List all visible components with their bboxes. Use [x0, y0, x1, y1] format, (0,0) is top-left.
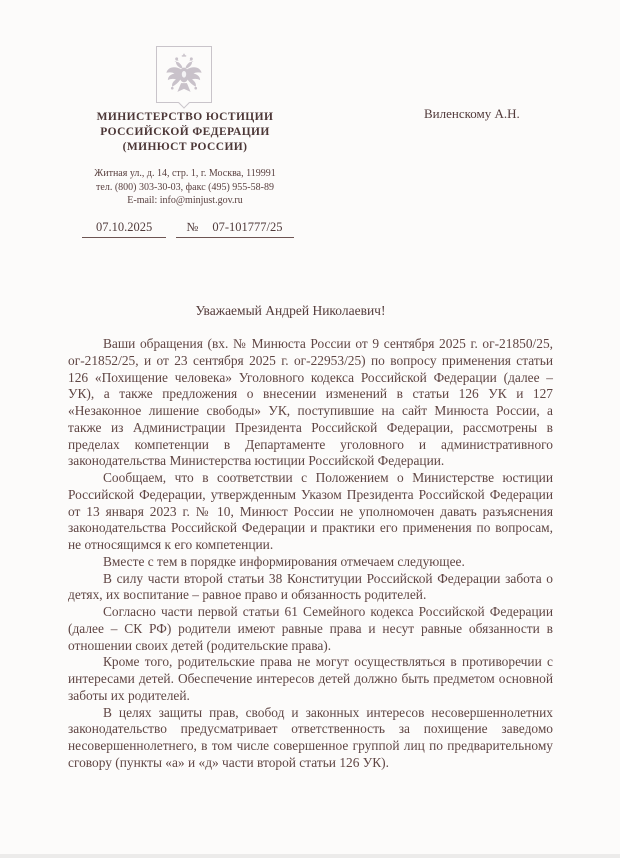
- number-sign: №: [186, 220, 199, 234]
- ministry-address: [40, 167, 330, 208]
- salutation: Уважаемый Андрей Николаевич!: [195, 303, 386, 318]
- ministry-name: [40, 110, 330, 155]
- date-number-row: [82, 220, 294, 238]
- letter-paragraph: Согласно части первой статьи 61 Семейного кодекса Российской Федерации (далее – СК РФ) родители имеют равные права и несут равные обязанности в отношении своих детей (родительские права).: [68, 604, 553, 653]
- frame-notch: [178, 97, 189, 108]
- double-headed-eagle-icon: [162, 52, 206, 98]
- recipient-name: Виленскому А.Н.: [424, 106, 520, 121]
- letter-number-group: [176, 220, 294, 238]
- scan-edge: [0, 854, 620, 858]
- ministry-name-line: РОССИЙСКОЙ ФЕДЕРАЦИИ: [100, 126, 270, 138]
- ministry-name-line: МИНИСТЕРСТВО ЮСТИЦИИ: [96, 111, 274, 123]
- letter-paragraph: В целях защиты прав, свобод и законных интересов несовершеннолетних законодательство предусматривает ответственность за похищение заведомо несовершеннолетнего, в том числе совершенное группой лиц по предварительному сговору (пункты «а» и «д» части второй статьи 126 УК).: [68, 704, 553, 770]
- address-line: Житная ул., д. 14, стр. 1, г. Москва, 119991: [94, 168, 276, 179]
- letter-paragraph: Сообщаем, что в соответствии с Положением о Министерстве юстиции Российской Федерации, утвержденным Указом Президента Российской Федерации от 13 января 2023 г. № 10, Минюст России не уполномочен давать разъяснения законодательства Российской Федерации и практики его применения по вопросам, не относящимся к его компетенции.: [68, 470, 553, 552]
- letter-paragraph: Вместе с тем в порядке информирования отмечаем следующее.: [103, 553, 465, 569]
- letter-body: [68, 303, 553, 772]
- letter-paragraph: Ваши обращения (вх. № Минюста России от 9 сентября 2025 г. ог-21850/25, ог-21852/25, и от 23 сентября 2025 г. ог-22953/25) по вопросу применения статьи 126 «Похищение человека» Уголовного кодекса Российской Федерации (далее – УК), а также предложения о внесении изменений в статьи 126 УК и 127 «Незаконное лишение свободы» УК, поступившие на сайт Минюста России, а также из Администрации Президента Российской Федерации, рассмотрены в пределах компетенции в Департаменте уголовного и административного законодательства Министерства юстиции Российской Федерации.: [68, 336, 553, 469]
- letter-paragraphs: [68, 336, 553, 772]
- address-line: тел. (800) 303-30-03, факс (495) 955-58-89: [96, 181, 274, 193]
- address-line: E-mail: info@minjust.gov.ru: [127, 195, 243, 206]
- letter-paragraph: Кроме того, родительские права не могут осуществляться в противоречии с интересами детей. Обеспечение интересов детей должно быть предметом основной заботы их родителей.: [68, 654, 553, 703]
- letter-date: 07.10.2025: [82, 220, 166, 238]
- letter-number: 07-101777/25: [212, 220, 283, 234]
- letter-paragraph: В силу части второй статьи 38 Конституции Российской Федерации забота о детях, их воспитание – равное право и обязанность родителей.: [68, 570, 553, 603]
- coat-of-arms-frame: [156, 46, 212, 103]
- ministry-name-line: (МИНЮСТ РОССИИ): [122, 141, 248, 153]
